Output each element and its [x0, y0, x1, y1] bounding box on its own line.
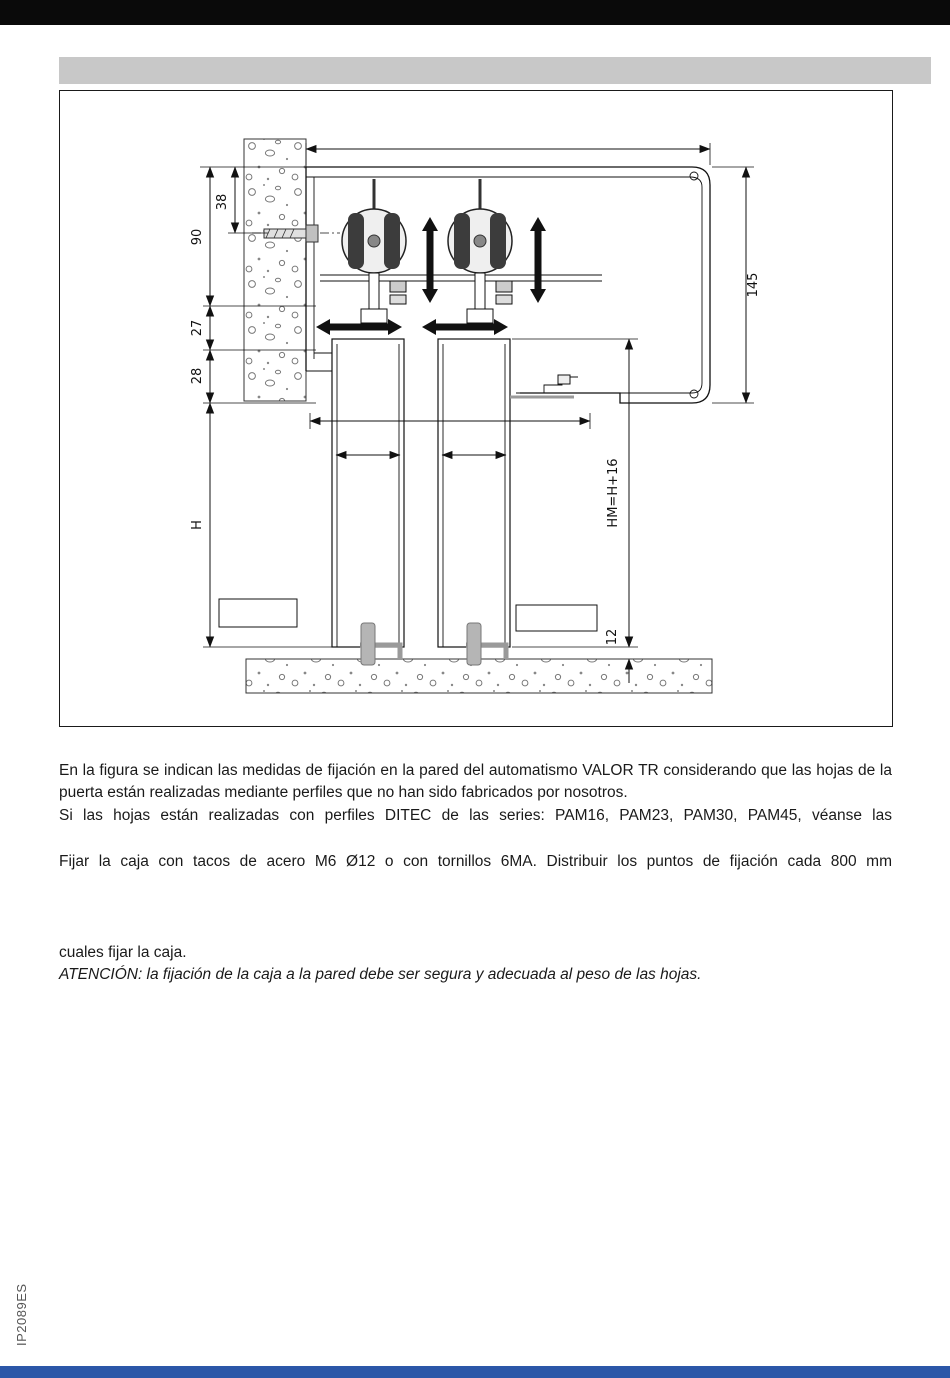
footer-blue-bar	[0, 1366, 950, 1378]
horizontal-move-arrow-2	[422, 319, 508, 335]
dim-28-label: 28	[190, 367, 205, 385]
horizontal-move-arrow-1	[316, 319, 402, 335]
body-text	[59, 760, 892, 986]
belt-clamp-1	[361, 309, 387, 323]
vertical-adjust-arrow-1	[422, 217, 438, 303]
roller-carriage-1	[342, 179, 406, 309]
dim-27-label: 27	[190, 319, 205, 337]
dim-38-label: 38	[215, 193, 230, 211]
dim-12-label: 12	[605, 628, 620, 646]
paragraph-attention: ATENCIÓN: la fijación de la caja a la pared debe ser segura y adecuada al peso de las hojas.	[59, 966, 702, 984]
paragraph-1: En la figura se indican las medidas de fijación en la pared del automatismo VALOR TR considerando que las hojas de la puerta están realizadas mediante perfiles que no han sido fabricados por nosotros.	[59, 762, 892, 802]
dim-HM	[512, 339, 638, 647]
door-leaf-1	[332, 339, 404, 647]
label-box-1	[219, 599, 297, 627]
concrete-wall	[244, 139, 306, 401]
bottom-cover-bracket	[510, 375, 578, 397]
dim-145-label: 145	[746, 272, 761, 298]
dim-90-label: 90	[190, 228, 205, 246]
belt-clamp-2	[467, 309, 493, 323]
document-code: IP2089ES	[14, 1283, 29, 1346]
top-width-dim	[306, 143, 710, 165]
top-black-bar	[0, 0, 950, 25]
section-header-bar	[59, 57, 931, 84]
dim-HM-label: HM=H+16	[606, 458, 621, 528]
paragraph-4: cuales fijar la caja.	[59, 943, 187, 961]
door-leaf-2	[438, 339, 510, 647]
installation-diagram	[60, 91, 892, 726]
dim-145	[712, 167, 761, 403]
roller-carriage-2	[448, 179, 512, 309]
label-box-2	[516, 605, 597, 631]
paragraph-2: Si las hojas están realizadas con perfiles DITEC de las series: PAM16, PAM23, PAM30, PAM45, véanse las	[59, 806, 892, 824]
installation-figure-frame	[59, 90, 893, 727]
dim-H-label: H	[190, 520, 205, 530]
vertical-adjust-arrow-2	[530, 217, 546, 303]
paragraph-3: Fijar la caja con tacos de acero M6 Ø12 o con tornillos 6MA. Distribuir los puntos de fijación cada 800 mm	[59, 853, 892, 871]
